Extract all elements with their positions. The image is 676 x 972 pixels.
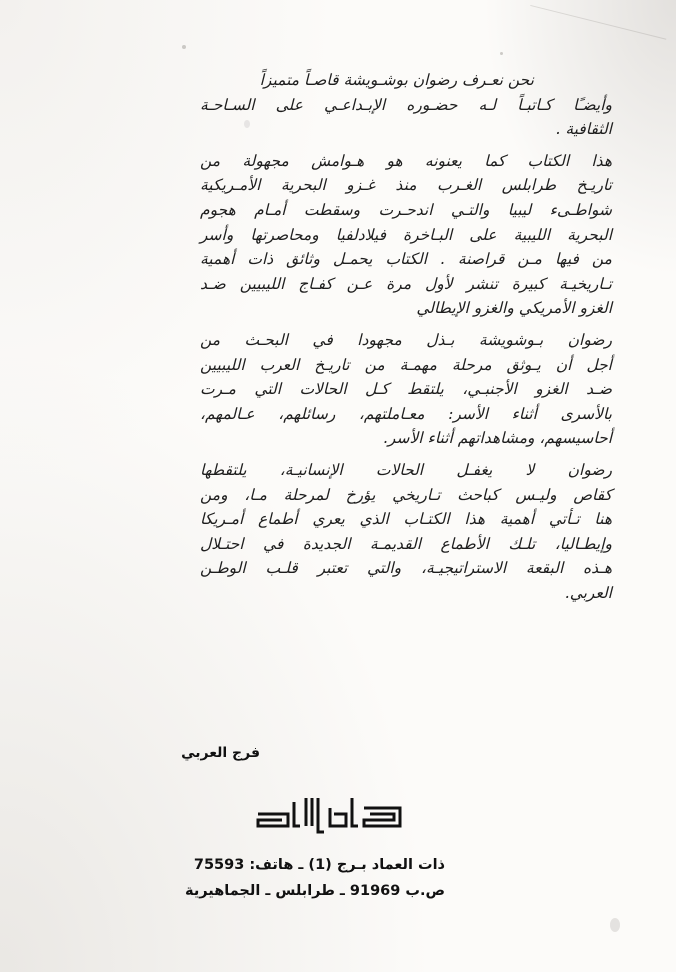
publisher-logo <box>254 788 404 838</box>
text-line: وإيطـاليا، تلـك الأطماع القديمـة الجديدة في احتـلال <box>200 534 612 553</box>
paragraph-gap <box>200 451 612 458</box>
publisher-address <box>185 852 445 904</box>
text-line: هنا تـأتي أهمية هذا الكتـاب الذي يعري أطماع أمـريكا <box>200 510 612 529</box>
dar-al-rowad-logo-icon <box>254 788 404 838</box>
paper-crease <box>530 0 676 40</box>
paper-speck <box>500 52 503 55</box>
paper-speck <box>610 918 620 932</box>
text-line: تاريـخ طرابلس الغـرب منذ غـزو البحرية الأمـريكية <box>200 176 612 195</box>
text-line: هذا الكتاب كما يعنونه هو هـوامش مجهولة من <box>200 151 612 170</box>
paragraph-gap <box>200 142 612 149</box>
text-line: وأيضـًا كـاتبـاً لـه حضـوره الإبـداعـي على السـاحـة <box>200 95 612 114</box>
text-line: رضوان لا يغفـل الحالات الإنسانيـة، يلتقطها <box>200 460 612 479</box>
author-signature: فرج العربي <box>181 745 260 761</box>
text-line: العربي. <box>564 583 612 602</box>
text-line: أحاسيسهم، ومشاهداتهم أثناء الأسر. <box>383 429 612 448</box>
text-line: البحرية الليبية على البـاخرة فيلادلفيا ومحاصرتها وأسر <box>200 225 612 244</box>
blurb-text <box>200 68 612 605</box>
text-line: هـذه البقعة الاستراتيجيـة، والتي تعتبر قلـب الوطـن <box>200 559 612 578</box>
text-line: بالأسرى أثناء الأسر: معـاملتهم، رسائلهم، عـالمهم، <box>200 404 612 423</box>
text-line: نحن نعـرف رضوان بوشـويشة قاصـاً متميزاً <box>259 71 534 89</box>
text-line: تـاريخيـة كبيرة تنشر لأول مرة عـن كفـاج الليبيين ضـد <box>200 274 612 293</box>
text-line: الغزو الأمريكي والغزو الإيطالي <box>416 299 612 318</box>
paper-speck <box>182 45 186 49</box>
text-line: رضوان بـوشويشة بـذل مجهودا في البحـث من <box>200 330 612 349</box>
address-line: ص.ب 91969 ـ طرابلس ـ الجماهيرية <box>185 883 445 899</box>
text-line: الثقافية . <box>555 120 612 139</box>
text-line: ضـد الغزو الأجنبـي، يلتقط كـل الحالات التي مـرت <box>200 380 612 399</box>
paragraph-gap <box>200 321 612 328</box>
text-line: من فيها مـن قراصنة . الكتاب يحمـل وثائق ذات أهمية <box>200 250 612 269</box>
address-line: ذات العماد بـرج (1) ـ هاتف: 75593 <box>193 857 445 873</box>
text-line: كقاص وليـس كباحث تـاريخي يؤرخ لمرحلة مـا، ومن <box>200 485 612 504</box>
text-line: شواطـىء ليبيا والتـي اندحـرت وسقطت أمـام هجوم <box>200 200 612 219</box>
text-line: أجل أن يـوثق مرحلة مهمـة من تاريـخ العرب الليبيين <box>200 355 612 374</box>
